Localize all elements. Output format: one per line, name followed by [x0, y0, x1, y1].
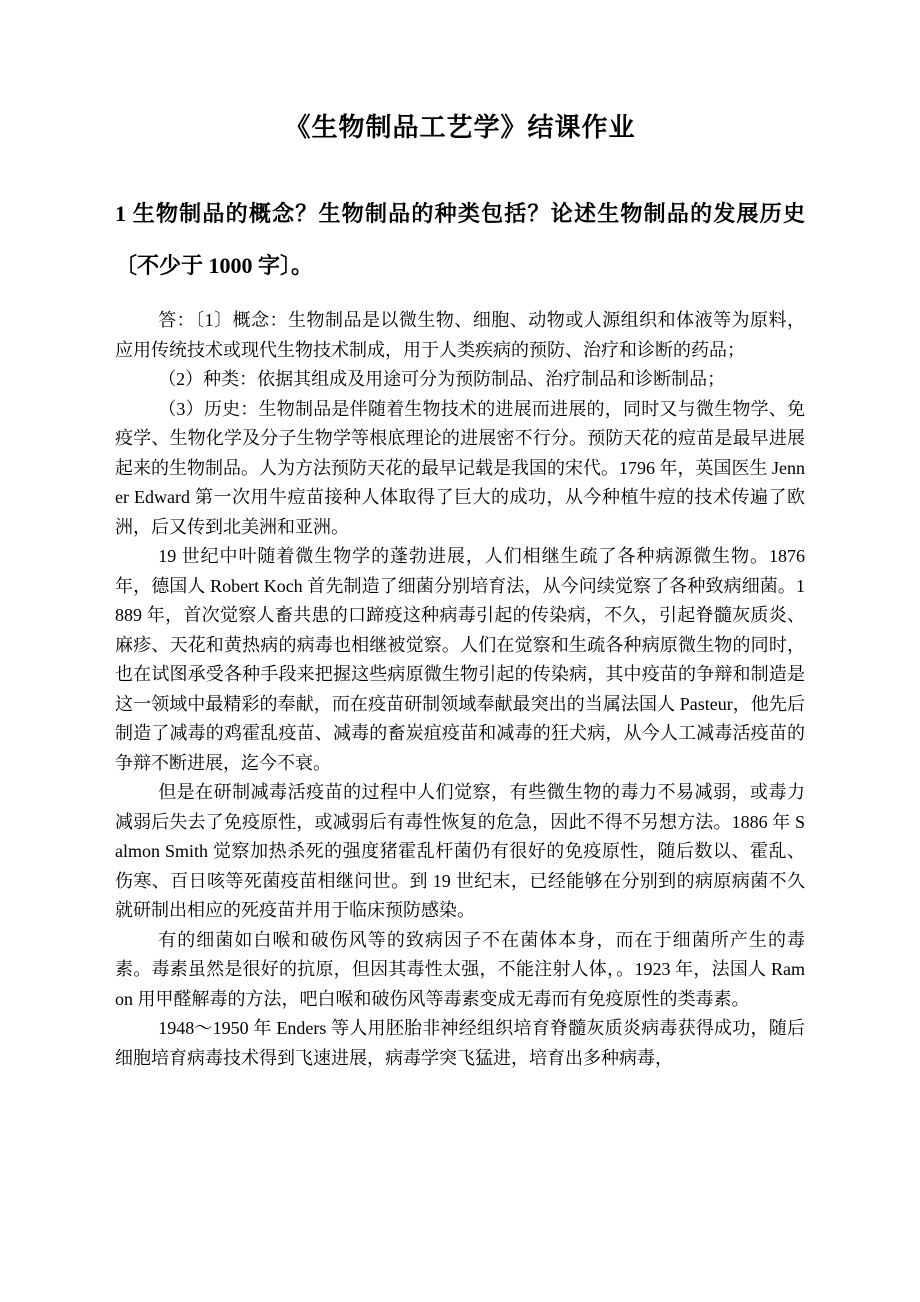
- question-heading: 1 生物制品的概念？生物制品的种类包括？论述生物制品的发展历史〔不少于 1000 字〕。: [115, 201, 805, 278]
- paragraph-toxoid: 有的细菌如白喉和破伤风等的致病因子不在菌体本身，而在于细菌所产生的毒素。毒素虽然是很好的抗原，但因其毒性太强，不能注射人体，。1923 年，法国人 Ramon 用甲醛解毒的方法，吧白喉和破伤风等毒素变成无毒而有免疫原性的类毒素。: [115, 929, 805, 1009]
- paragraph-answer-concept: 答：〔1〕概念：生物制品是以微生物、细胞、动物或人源组织和体液等为原料，应用传统技术或现代生物技术制成，用于人类疾病的预防、治疗和诊断的药品；: [115, 310, 805, 360]
- paragraph-enders: 1948～1950 年 Enders 等人用胚胎非神经组织培育脊髓灰质炎病毒获得成功，随后细胞培育病毒技术得到飞速进展，病毒学突飞猛进，培育出多种病毒，: [115, 1018, 805, 1068]
- paragraph-history-intro: （3）历史：生物制品是伴随着生物技术的进展而进展的，同时又与微生物学、免疫学、生物化学及分子生物学等根底理论的进展密不行分。预防天花的痘苗是最早进展起来的生物制品。人为方法预防天花的最早记载是我国的宋代。1796 年，英国医生 Jenner Edward 第一次用牛痘苗接种人体取得了巨大的成功，从今种植牛痘的技术传遍了欧洲，后又传到北美洲和亚洲。: [115, 398, 805, 537]
- document-title: 《生物制品工艺学》结课作业: [284, 113, 636, 142]
- paragraph-killed-vaccines: 但是在研制减毒活疫苗的过程中人们觉察，有些微生物的毒力不易减弱，或毒力减弱后失去了免疫原性，或减弱后有毒性恢复的危急，因此不得不另想方法。1886 年 Salmon Smith 觉察加热杀死的强度猪霍乱杆菌仍有很好的免疫原性，随后数以、霍乱、伤寒、百日咳等死菌疫苗相继问世。到 19 世纪末，已经能够在分别到的病原病菌不久就研制出相应的死疫苗并用于临床预防感染。: [115, 782, 805, 920]
- paragraph-types: （2）种类：依据其组成及用途可分为预防制品、治疗制品和诊断制品；: [158, 369, 726, 389]
- paragraph-19th-century: 19 世纪中叶随着微生物学的蓬勃进展，人们相继生疏了各种病源微生物。1876 年，德国人 Robert Koch 首先制造了细菌分别培育法，从今问续觉察了各种致病细菌。1889 年，首次觉察人畜共患的口蹄疫这种病毒引起的传染病，不久，引起脊髓灰质炎、麻疹、天花和黄热病的病毒也相继被觉察。人们在觉察和生疏各种病原微生物的同时，也在试图承受各种手段来把握这些病原微生物引起的传染病，其中疫苗的争辩和制造是这一领域中最精彩的奉献，而在疫苗研制领域奉献最突出的当属法国人 Pasteur，他先后制造了减毒的鸡霍乱疫苗、减毒的畜炭疽疫苗和减毒的狂犬病，从今人工减毒活疫苗的争辩不断进展，迄今不衰。: [115, 546, 805, 773]
- document-body: [115, 306, 805, 1073]
